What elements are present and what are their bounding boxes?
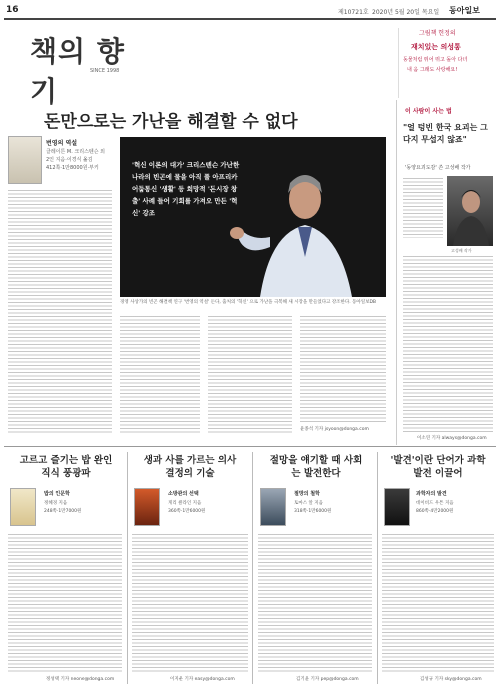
bottom-book-meta-2a: 게리 클라인 지음 bbox=[168, 501, 202, 506]
bottom-book-meta-3a: 토마스 알 지음 bbox=[294, 501, 323, 506]
lead-photo bbox=[120, 137, 386, 297]
author-portrait bbox=[447, 176, 493, 246]
section-divider bbox=[4, 446, 496, 447]
sidebar-top bbox=[398, 28, 496, 98]
lead-book-meta-2: 2인 지음·이경식 옮김 bbox=[46, 157, 93, 163]
lead-body-col-4 bbox=[300, 316, 386, 424]
masthead-rule bbox=[4, 18, 496, 20]
bottom-article-3 bbox=[256, 450, 374, 686]
bottom-book-meta-2b: 360쪽·1만6000원 bbox=[168, 509, 206, 514]
bottom-body-3 bbox=[258, 534, 372, 674]
lead-author-email: 윤종석 기자 jsyoon@donga.com bbox=[300, 427, 369, 432]
bottom-article-1 bbox=[6, 450, 124, 686]
lead-body-col-2 bbox=[120, 316, 200, 434]
bottom-book-title-4: 과학자의 발견 bbox=[416, 491, 447, 497]
section-title: 책의 향기 bbox=[30, 35, 125, 108]
bottom-author-1: 정성택 기자 neone@donga.com bbox=[46, 677, 115, 682]
bottom-headline-3: 절망을 얘기할 때 사회는 발전한다 bbox=[269, 455, 363, 479]
bottom-col-rule-3 bbox=[377, 452, 378, 684]
bottom-book-cover-2 bbox=[134, 488, 160, 526]
lead-body-col-3 bbox=[208, 316, 292, 434]
interview-photo bbox=[447, 176, 493, 246]
bottom-body-1 bbox=[8, 534, 122, 674]
bottom-article-4 bbox=[380, 450, 496, 686]
section-logo bbox=[30, 26, 150, 108]
bottom-col-rule-2 bbox=[252, 452, 253, 684]
bottom-body-4 bbox=[382, 534, 494, 674]
interview-kicker: 이 사람이 사는 법 bbox=[405, 108, 452, 115]
bottom-book-meta-1b: 248쪽·1만7000원 bbox=[44, 509, 82, 514]
lead-book-cover bbox=[8, 136, 42, 184]
interview-sub: '동양요괴도감' 쓴 고성배 작가 bbox=[405, 165, 471, 171]
interview-body bbox=[403, 256, 493, 432]
bottom-author-4: 김성규 기자 sky@donga.com bbox=[420, 677, 482, 682]
lead-headline: 돈만으로는 가난을 해결할 수 없다 bbox=[44, 112, 298, 132]
sidebar-line-1: 재치있는 의성통 bbox=[411, 43, 461, 51]
lead-book-title: 번영의 역설 bbox=[46, 140, 78, 147]
bottom-book-meta-3b: 318쪽·1만6000원 bbox=[294, 509, 332, 514]
bottom-book-cover-3 bbox=[260, 488, 286, 526]
sidebar-line-2: 동물처럼 뛰어 뛰고 돌아 다녀 bbox=[403, 57, 468, 63]
newspaper-name: 동아일보 bbox=[449, 6, 480, 15]
lead-book-meta-1: 클레이튼 M. 크리스텐슨 외 bbox=[46, 149, 105, 155]
issue-date: 2020년 5월 20일 목요일 bbox=[372, 9, 440, 16]
bottom-book-meta-4b: 860쪽·4만2000원 bbox=[416, 509, 454, 514]
bottom-book-cover-1 bbox=[10, 488, 36, 526]
bottom-headline-1: 고르고 즐기는 밥 완인 직식 풍광파 bbox=[19, 455, 113, 479]
bottom-book-meta-4a: 데이비드 우튼 지음 bbox=[416, 501, 454, 506]
bottom-author-3: 김기윤 기자 pep@donga.com bbox=[296, 677, 359, 682]
lead-body-col-1 bbox=[8, 190, 112, 434]
bottom-article-2 bbox=[130, 450, 250, 686]
interview-body-left bbox=[403, 178, 443, 238]
page-number: 16 bbox=[6, 5, 19, 15]
bottom-headline-4: '발견'이란 단어가 과학 발전 이끌어 bbox=[390, 455, 486, 479]
lead-book-meta-3: 412쪽·1만8000원·부키 bbox=[46, 165, 99, 171]
sidebar-line-3: 내 옴 그래도 사랑해요! bbox=[407, 67, 458, 73]
interview-photo-caption: 고성배 작가 bbox=[451, 248, 472, 253]
bottom-col-rule-1 bbox=[127, 452, 128, 684]
lead-photo-caption: 경영 사상가의 빈곤 해결책 연구 '번영의 역설' 돈다, 출처의 '혁신' 으로 가난을 극복해 새 시장을 만들었다고 강조한다. 동아일보DB bbox=[120, 300, 377, 305]
bottom-body-2 bbox=[132, 534, 248, 674]
bottom-book-title-2: 소방관의 선택 bbox=[168, 491, 199, 497]
bottom-book-cover-4 bbox=[384, 488, 410, 526]
sidebar-kicker: 그림책 헌정의 bbox=[419, 30, 456, 37]
bottom-author-2: 이지운 기자 easy@donga.com bbox=[170, 677, 235, 682]
pull-quote: '혁신 이론의 대가' 크리스텐슨 가난한 나라의 빈곤에 물을 아직 풀 아프리카 어둡통신 '생활' 등 희망적 '돈시장 창출' 사례 들어 기회를 가져오 만든 '혁신' 강조 bbox=[132, 161, 240, 217]
masthead bbox=[0, 0, 500, 22]
bottom-book-meta-1a: 정혜경 지음 bbox=[44, 501, 68, 506]
interview-author-email: 이소연 기자 always@donga.com bbox=[417, 436, 487, 441]
bottom-headline-2: 생과 사를 가르는 의사결정의 기술 bbox=[143, 455, 237, 479]
interview-quote: "얼 텅빈 한국 요괴는 그다지 무섭지 않죠" bbox=[403, 123, 488, 144]
bottom-book-title-1: 밥의 인문학 bbox=[44, 491, 70, 497]
bottom-book-title-3: 절망의 철학 bbox=[294, 491, 320, 497]
issue-number: 제10721호 bbox=[338, 9, 369, 16]
interview-box bbox=[396, 100, 496, 445]
section-since: SINCE 1998 bbox=[90, 68, 120, 74]
